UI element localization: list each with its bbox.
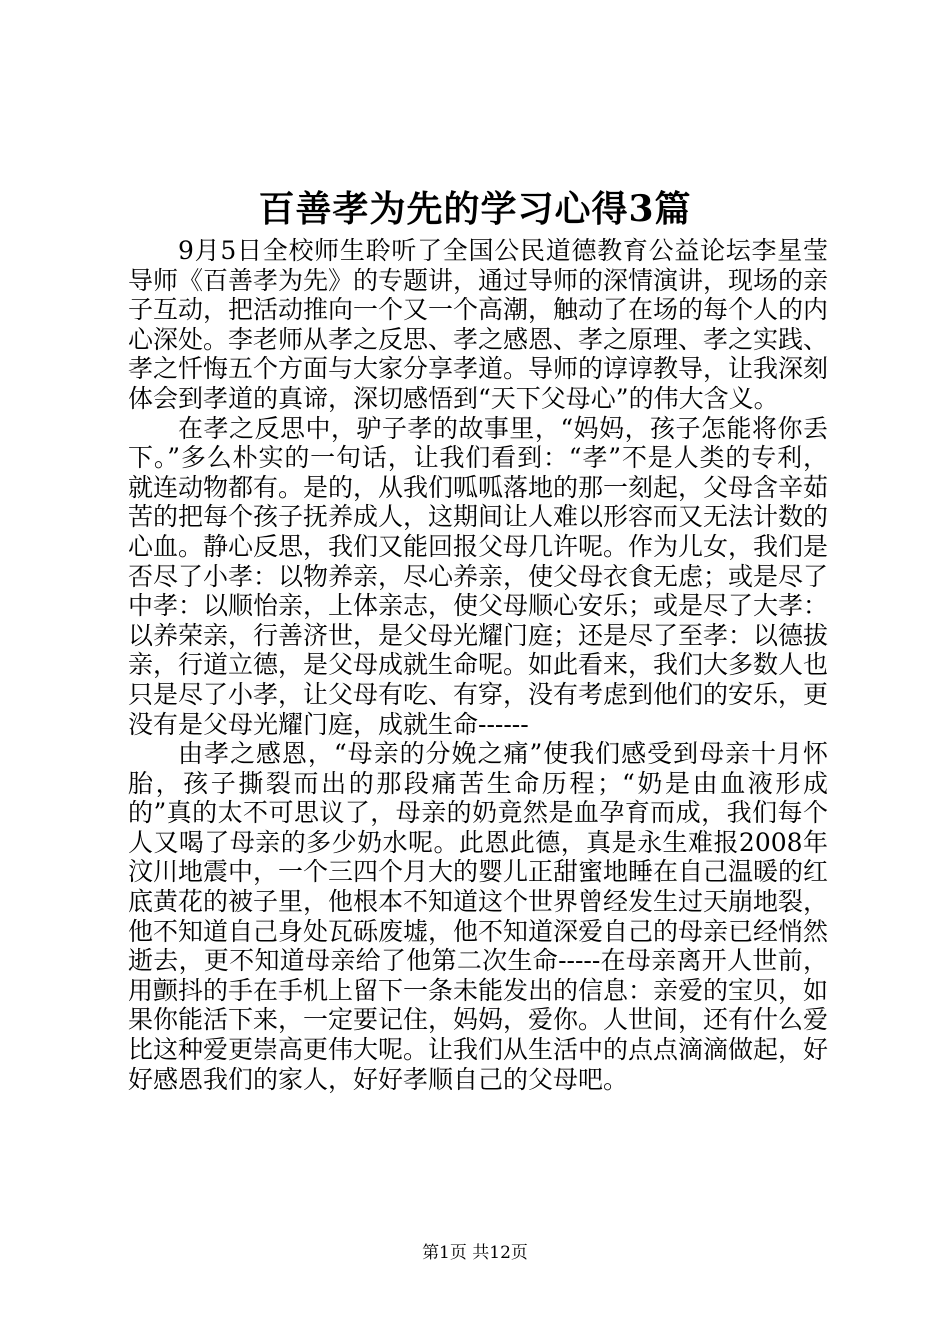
page-footer: 第1页 共12页: [422, 1243, 528, 1263]
paragraph-gratitude: 由孝之感恩，“母亲的分娩之痛”使我们感受到母亲十月怀胎，孩子撕裂而出的那段痛苦生命历程；“奶是由血液形成的”真的太不可思议了，母亲的奶竟然是血孕育而成，我们每个人又喝了母亲的多少奶水呢。此恩此德，真是永生难报2008年汶川地震中，一个三四个月大的婴儿正甜蜜地睡在自己温暖的红底黄花的被子里，他根本不知道这个世界曾经发生过天崩地裂，他不知道自己身处瓦砾废墟，他不知道深爱自己的母亲已经悄然逝去，更不知道母亲给了他第二次生命-----在母亲离开人世前，用颤抖的手在手机上留下一条未能发出的信息：亲爱的宝贝，如果你能活下来，一定要记住，妈妈，爱你。人世间，还有什么爱比这种爱更崇高更伟大呢。让我们从生活中的点点滴滴做起，好好感恩我们的家人，好好孝顺自己的父母吧。: [128, 739, 829, 1094]
document-title: 百善孝为先的学习心得3篇: [258, 188, 692, 230]
document-body: [128, 236, 828, 1094]
paragraph-reflection: 在孝之反思中，驴子孝的故事里，“妈妈，孩子怎能将你丢下。”多么朴实的一句话，让我们看到：“孝”不是人类的专利，就连动物都有。是的，从我们呱呱落地的那一刻起，父母含辛茹苦的把每个孩子抚养成人，这期间让人难以形容而又无法计数的心血。静心反思，我们又能回报父母几许呢。作为儿女，我们是否尽了小孝：以物养亲，尽心养亲，使父母衣食无虑；或是尽了中孝：以顺怡亲，上体亲志，使父母顺心安乐；或是尽了大孝：以养荣亲，行善济世，是父母光耀门庭；还是尽了至孝：以德拔亲，行道立德，是父母成就生命呢。如此看来，我们大多数人也只是尽了小孝，让父母有吃、有穿，没有考虑到他们的安乐，更没有是父母光耀门庭，成就生命------: [128, 413, 829, 739]
paragraph-intro: 9月5日全校师生聆听了全国公民道德教育公益论坛李星莹导师《百善孝为先》的专题讲，通过导师的深情演讲，现场的亲子互动，把活动推向一个又一个高潮，触动了在场的每个人的内心深处。李老师从孝之反思、孝之感恩、孝之原理、孝之实践、孝之忏悔五个方面与大家分享孝道。导师的谆谆教导，让我深刻体会到孝道的真谛，深切感悟到“天下父母心”的伟大含义。: [128, 236, 829, 413]
